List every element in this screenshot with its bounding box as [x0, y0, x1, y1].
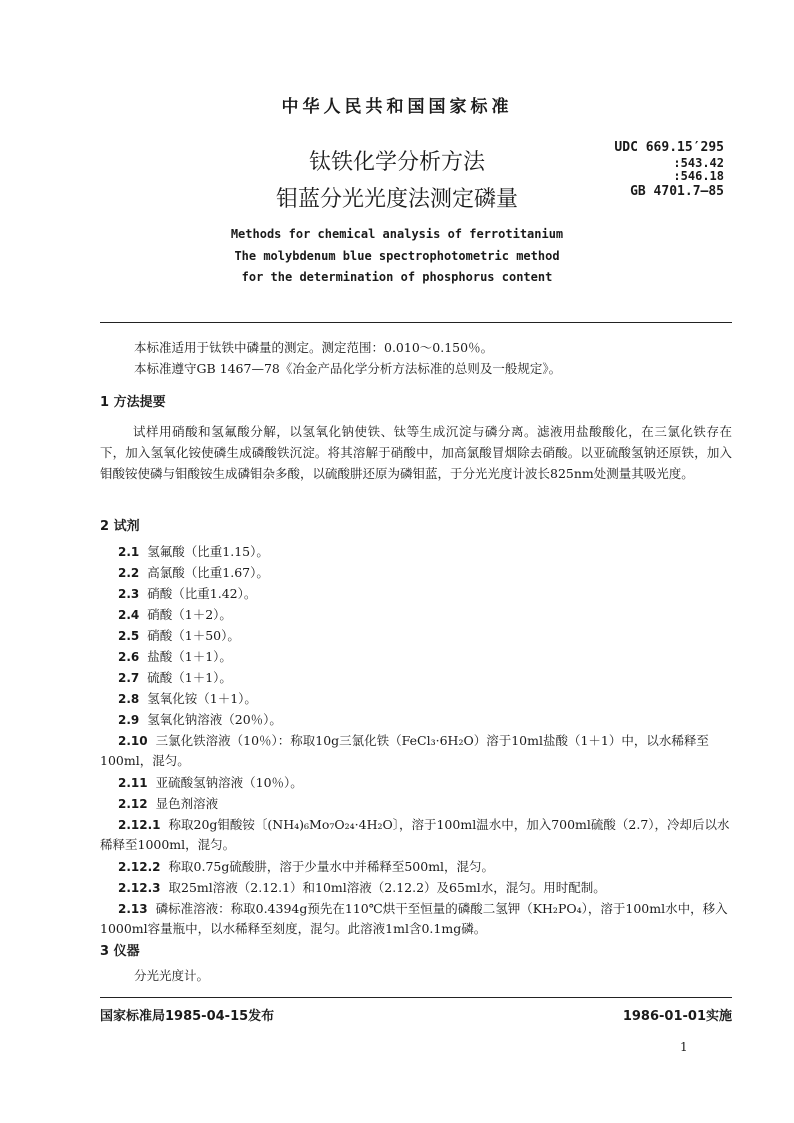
udc-code-line2: :543.42 — [673, 156, 724, 170]
page-number: 1 — [680, 1040, 688, 1054]
reagent-item — [118, 857, 732, 877]
reagent-item — [118, 563, 732, 583]
reagent-number: 2.7 — [118, 671, 140, 685]
section-1-text: 试样用硝酸和氢氟酸分解，以氢氧化钠使铁、钛等生成沉淀与磷分离。滤液用盐酸酸化，在三氯化铁存在下，加入氢氧化铵使磷生成磷酸铁沉淀。将其溶解于硝酸中，加高氯酸冒烟除去硝酸。以亚硫酸氢钠还原铁，加入钼酸铵使磷与钼酸铵生成磷钼杂多酸，以硫酸肼还原为磷钼蓝，于分光光度计波长825nm处测量其吸光度。 — [100, 424, 732, 481]
title-english-line3: for the determination of phosphorus content — [241, 270, 553, 284]
title-english-line1: Methods for chemical analysis of ferrotitanium — [230, 227, 564, 241]
reagent-text: 磷标准溶液：称取0.4394g预先在110℃烘干至恒量的磷酸二氢钾（KH₂PO₄），溶于100ml水中，移入1000ml容量瓶中，以水稀释至刻度，混匀。此溶液1ml含0.1mg磷。 — [100, 901, 728, 936]
country-standard-header: 中华人民共和国国家标准 — [281, 97, 513, 117]
reagent-item — [100, 731, 732, 771]
reagent-number: 2.10 — [118, 734, 148, 748]
reagent-number: 2.6 — [118, 650, 140, 664]
section-2-heading: 2 试剂 — [100, 519, 140, 534]
reagent-text: 氢氟酸（比重1.15）。 — [147, 544, 269, 559]
reagent-number: 2.9 — [118, 713, 140, 727]
reagent-number: 2.12 — [118, 797, 148, 811]
reagent-text: 盐酸（1＋1）。 — [147, 649, 232, 664]
reagent-item — [118, 710, 732, 730]
reagent-item — [100, 815, 732, 855]
effective-date: 1986-01-01实施 — [622, 1009, 732, 1024]
reagent-text: 硫酸（1＋1）。 — [147, 670, 232, 685]
title-chinese-line2: 钼蓝分光光度法测定磷量 — [275, 187, 518, 212]
title-english-line2: The molybdenum blue spectrophotometric method — [234, 249, 560, 263]
section-1-heading: 1 方法提要 — [100, 395, 166, 410]
reagent-text: 高氯酸（比重1.67）。 — [147, 565, 269, 580]
reagent-text: 硝酸（比重1.42）。 — [147, 586, 257, 601]
reagent-text: 显色剂溶液 — [155, 796, 219, 811]
reagent-item — [118, 689, 732, 709]
reagent-item — [118, 626, 732, 646]
section-3-text: 分光光度计。 — [134, 968, 210, 983]
reagent-number: 2.4 — [118, 608, 140, 622]
reagent-number: 2.12.3 — [118, 881, 161, 895]
title-chinese-line1: 钛铁化学分析方法 — [308, 150, 485, 175]
section-3-heading: 3 仪器 — [100, 944, 140, 959]
reagent-item — [118, 584, 732, 604]
reagent-item — [118, 794, 732, 814]
reagent-number: 2.3 — [118, 587, 140, 601]
udc-code-line3: :546.18 — [673, 169, 724, 183]
bottom-divider — [100, 997, 732, 998]
reagent-item — [118, 605, 732, 625]
reagent-number: 2.13 — [118, 902, 148, 916]
reagent-item — [118, 773, 732, 793]
reagent-item — [118, 668, 732, 688]
reagent-text: 取25ml溶液（2.12.1）和10ml溶液（2.12.2）及65ml水，混匀。用时配制。 — [168, 880, 606, 895]
reagent-number: 2.1 — [118, 545, 140, 559]
reagent-number: 2.2 — [118, 566, 140, 580]
gb-code: GB 4701.7—85 — [630, 184, 724, 199]
reagent-text: 三氯化铁溶液（10％）：称取10g三氯化铁（FeCl₃·6H₂O）溶于10ml盐酸（1＋1）中，以水稀释至100ml，混匀。 — [100, 733, 709, 768]
reagent-number: 2.12.1 — [118, 818, 161, 832]
reagent-item — [118, 647, 732, 667]
reagent-text: 硝酸（1＋50）。 — [147, 628, 240, 643]
reagent-text: 硝酸（1＋2）。 — [147, 607, 232, 622]
intro-compliance: 本标准遵守GB 1467—78《冶金产品化学分析方法标准的总则及一般规定》。 — [134, 361, 562, 376]
reagent-number: 2.8 — [118, 692, 140, 706]
intro-scope: 本标准适用于钛铁中磷量的测定。测定范围：0.010～0.150％。 — [134, 340, 494, 355]
reagent-item — [118, 878, 732, 898]
reagent-text: 称取0.75g硫酸肼，溶于少量水中并稀释至500ml，混匀。 — [168, 859, 495, 874]
reagent-item — [100, 899, 732, 939]
reagent-number: 2.12.2 — [118, 860, 161, 874]
reagent-number: 2.5 — [118, 629, 140, 643]
top-divider — [100, 322, 732, 323]
udc-code: UDC 669.15′295 — [614, 140, 724, 155]
reagent-text: 亚硫酸氢钠溶液（10％）。 — [155, 775, 303, 790]
reagent-item — [118, 542, 732, 562]
reagent-number: 2.11 — [118, 776, 148, 790]
reagent-text: 氢氧化铵（1＋1）。 — [147, 691, 257, 706]
reagent-text: 氢氧化钠溶液（20％）。 — [147, 712, 282, 727]
reagent-text: 称取20g钼酸铵〔(NH₄)₆Mo₇O₂₄·4H₂O〕，溶于100ml温水中，加入700ml硫酸（2.7），冷却后以水稀释至1000ml，混匀。 — [100, 817, 730, 852]
issue-date: 国家标准局1985-04-15发布 — [100, 1009, 275, 1024]
